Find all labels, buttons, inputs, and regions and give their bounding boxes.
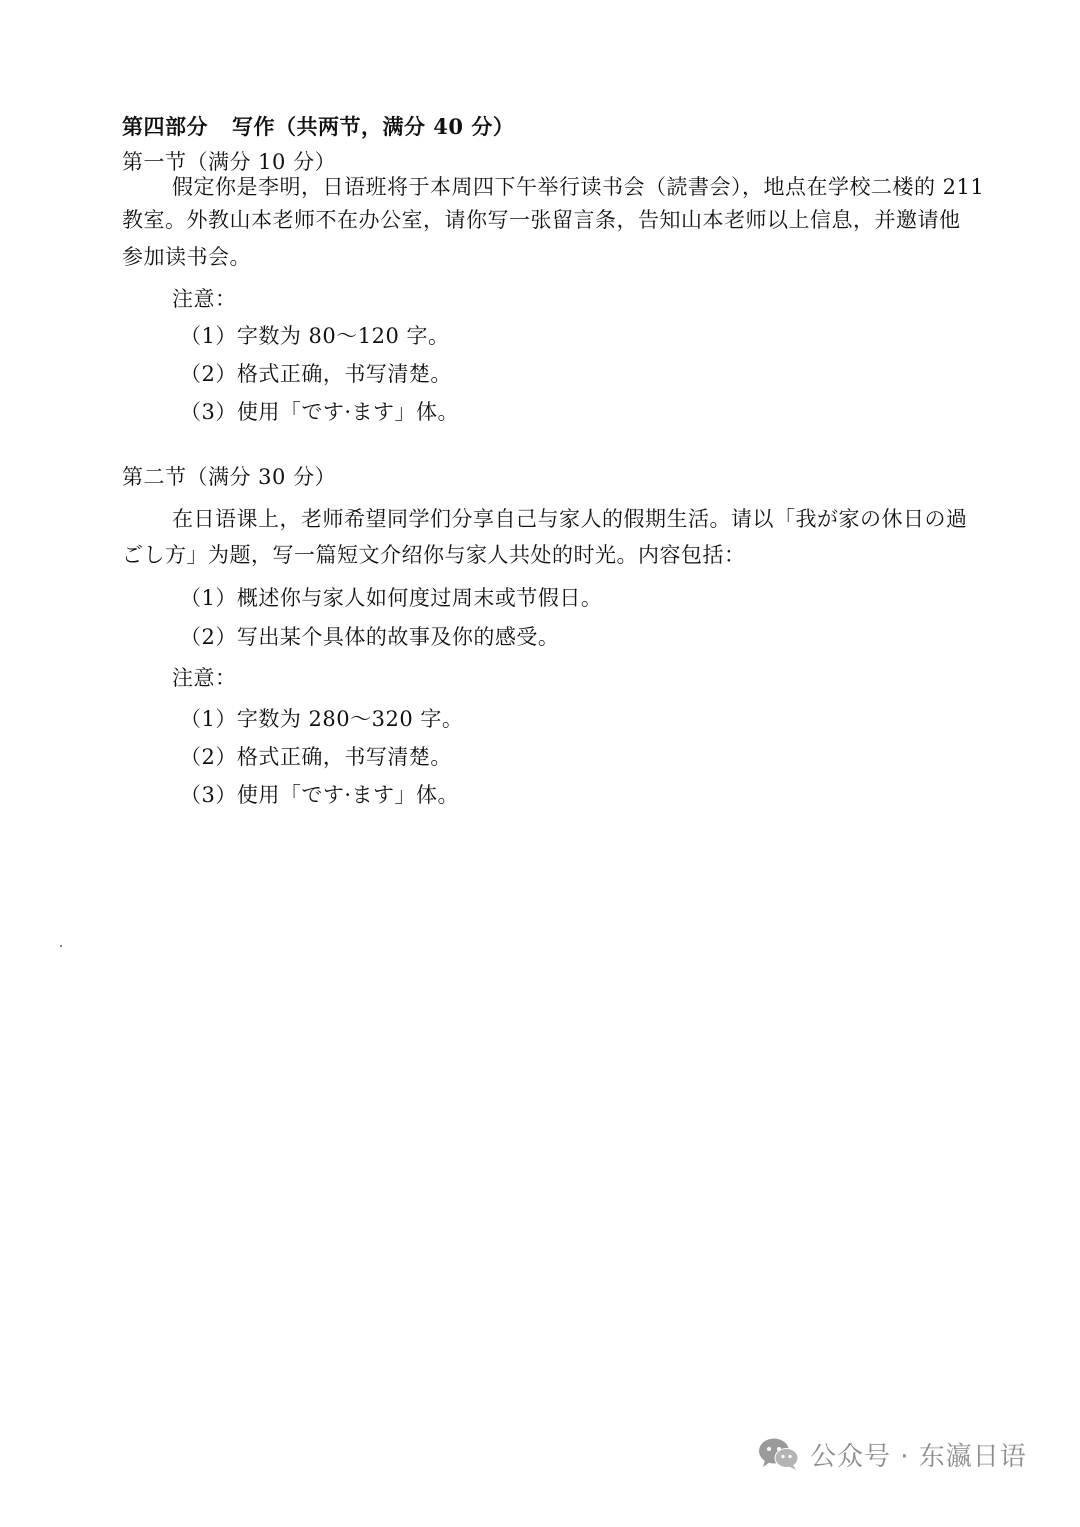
watermark (758, 1434, 1027, 1474)
section1-note-item: （2）格式正确，书写清楚。 (180, 362, 452, 386)
section1-paragraph-line: 参加读书会。 (122, 245, 251, 269)
section1-paragraph-line: 假定你是李明，日语班将于本周四下午举行读书会（読書会），地点在学校二楼的 211 (172, 175, 985, 199)
section2-content-item: （2）写出某个具体的故事及你的感受。 (180, 625, 560, 649)
section2-note-label: 注意： (172, 666, 237, 690)
section1-note-item: （1）字数为 80～120 字。 (180, 324, 450, 348)
section2-paragraph-line: 在日语课上，老师希望同学们分享自己与家人的假期生活。请以「我が家の休日の過 (172, 507, 968, 531)
section2-paragraph-line: ごし方」为题，写一篇短文介绍你与家人共处的时光。内容包括： (122, 543, 746, 567)
wechat-icon (758, 1436, 800, 1472)
section1-note-label: 注意： (172, 287, 237, 311)
scan-speck (60, 945, 62, 947)
section2-content-item: （1）概述你与家人如何度过周末或节假日。 (180, 586, 603, 610)
section2-note-item: （1）字数为 280～320 字。 (180, 707, 464, 731)
section1-title: 第一节（满分 10 分） (122, 150, 337, 174)
section2-note-item: （3）使用「です·ます」体。 (180, 783, 460, 807)
part-title (122, 113, 514, 141)
section2-title: 第二节（满分 30 分） (122, 465, 337, 489)
section2-note-item: （2）格式正确，书写清楚。 (180, 745, 452, 769)
part-title-number: 第四部分 (122, 114, 208, 139)
watermark-text: 公众号 · 东瀛日语 (810, 1441, 1027, 1472)
section1-note-item: （3）使用「です·ます」体。 (180, 400, 460, 424)
part-title-text: 写作（共两节，满分 40 分） (232, 114, 515, 139)
section1-paragraph-line: 教室。外教山本老师不在办公室，请你写一张留言条，告知山本老师以上信息，并邀请他 (122, 208, 961, 232)
